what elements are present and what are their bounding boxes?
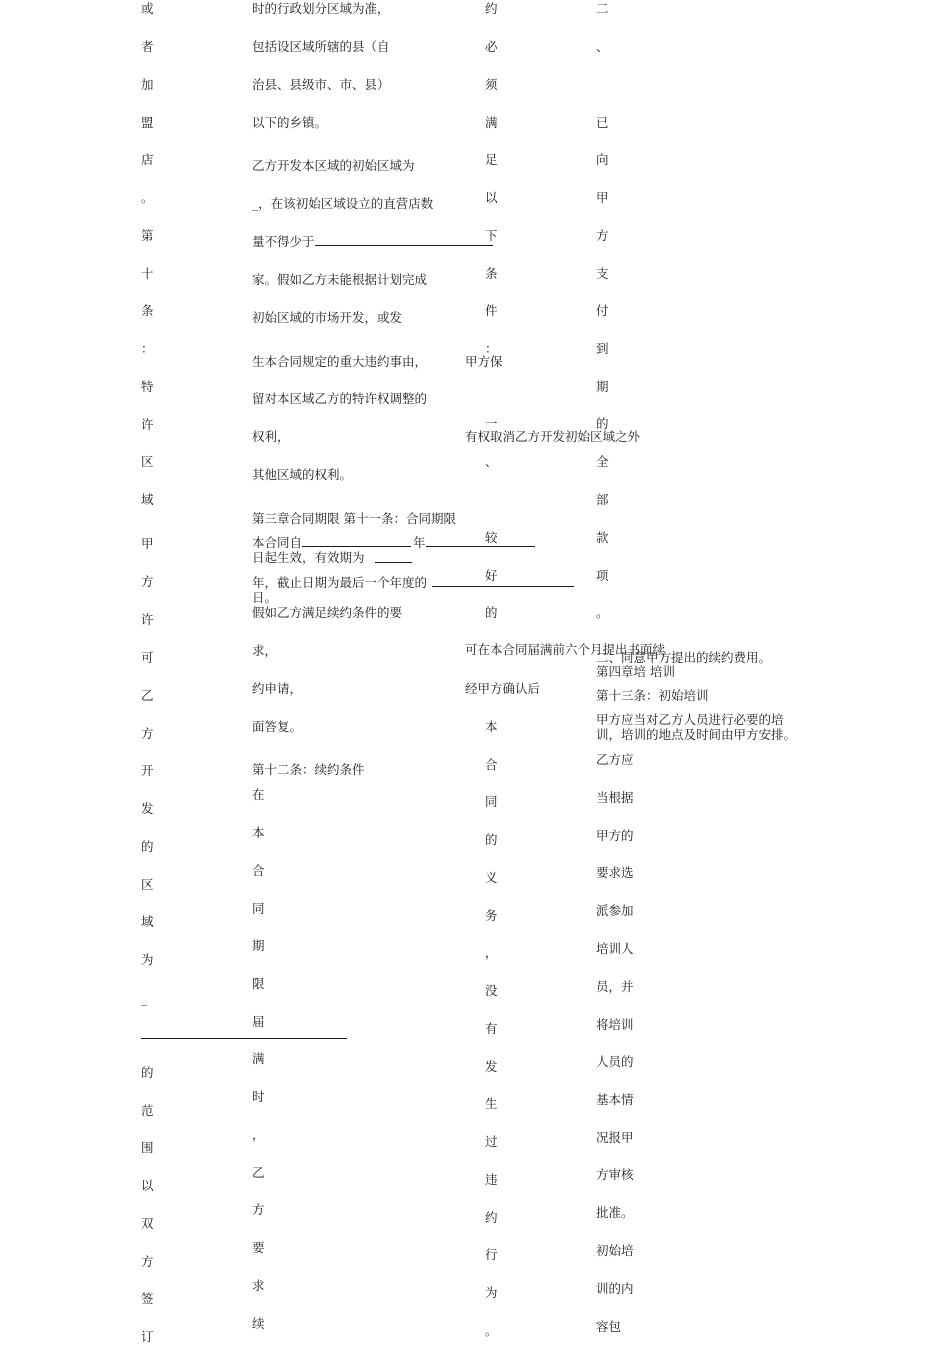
text-char: 甲 <box>596 190 609 205</box>
text-char: 一 <box>485 416 498 431</box>
text-char: 。 <box>485 1323 498 1338</box>
text-line: _，在该初始区域设立的直营店数 <box>252 196 434 211</box>
text-char: 生 <box>485 1096 498 1111</box>
text-line: 甲方应当对乙方人员进行必要的培 <box>596 712 784 727</box>
text-char: 期 <box>596 379 609 394</box>
text-line: 生本合同规定的重大违约事由， <box>252 354 428 369</box>
text-char: 要 <box>252 1240 265 1255</box>
text-line: 训，培训的地点及时间由甲方安排。 <box>596 727 797 742</box>
text-line: 容包 <box>596 1319 622 1334</box>
text-char: 全 <box>596 454 609 469</box>
text-line: 包括设区域所辖的县（自 <box>252 39 390 54</box>
text-fragment: 经甲方确认后 <box>465 681 541 696</box>
text-char: 。 <box>141 190 154 205</box>
text-line: 以下的乡镇。 <box>252 115 328 130</box>
text-char: 续 <box>252 1316 265 1331</box>
text-line: 员，并 <box>596 979 634 994</box>
section-heading: 第十三条：初始培训 <box>596 688 709 703</box>
text-line: 日。 <box>252 590 278 605</box>
text-char: 签 <box>141 1291 154 1306</box>
text-char: 同 <box>252 901 265 916</box>
chapter-heading: 第三章合同期限 第十一条：合同期限 <box>252 511 456 526</box>
text-char: 满 <box>252 1051 265 1066</box>
text-char: 域 <box>141 914 154 929</box>
text-char: 在 <box>252 787 265 802</box>
text-char: 违 <box>485 1172 498 1187</box>
text-line: 面答复。 <box>252 719 303 734</box>
text-char: 的 <box>596 416 609 431</box>
text-char: 向 <box>596 152 609 167</box>
text-line: 留对本区域乙方的特许权调整的 <box>252 391 428 406</box>
text-line: 其他区域的权利。 <box>252 467 353 482</box>
text-char: 件 <box>485 303 498 318</box>
text-char: 特 <box>141 379 154 394</box>
text-line: 况报甲 <box>596 1130 634 1145</box>
text-char: 双 <box>141 1216 154 1231</box>
blank-underline <box>432 586 574 587</box>
blank-underline <box>426 546 535 547</box>
section-heading: 第十二条：续约条件 <box>252 762 365 777</box>
text-char: 以 <box>141 1178 154 1193</box>
text-char: 者 <box>141 39 154 54</box>
text-char: 时 <box>252 1089 265 1104</box>
text-char: _ <box>141 991 148 1006</box>
text-char: 或 <box>141 1 154 16</box>
text-char: 为 <box>485 1285 498 1300</box>
text-line: 约申请， <box>252 681 303 696</box>
text-char: 为 <box>141 952 154 967</box>
text-line: 要求选 <box>596 865 634 880</box>
text-line: 假如乙方满足续约条件的要 <box>252 605 403 620</box>
text-char: 期 <box>252 938 265 953</box>
text-char: 区 <box>141 877 154 892</box>
text-char: 没 <box>485 983 498 998</box>
blank-underline <box>302 546 411 547</box>
text-line: 乙方开发本区域的初始区域为 <box>252 158 415 173</box>
text-line: 方审核 <box>596 1167 634 1182</box>
text-char: 必 <box>485 39 498 54</box>
text-char: 求 <box>252 1278 265 1293</box>
text-char: 到 <box>596 341 609 356</box>
text-char: 以 <box>485 190 498 205</box>
text-line: 人员的 <box>596 1054 634 1069</box>
text-char: 须 <box>485 77 498 92</box>
text-char: 方 <box>141 726 154 741</box>
text-line: 年，截止日期为最后一个年度的 <box>252 575 428 590</box>
text-char: 已 <box>596 115 609 130</box>
text-char: ， <box>485 945 498 960</box>
text-char: 方 <box>596 228 609 243</box>
text-char: 订 <box>141 1329 154 1344</box>
text-fragment: 甲方保 <box>465 354 503 369</box>
text-line: 基本情 <box>596 1092 634 1107</box>
text-line: 培训人 <box>596 941 634 956</box>
text-line: 初始培 <box>596 1243 634 1258</box>
text-char: 足 <box>485 152 498 167</box>
text-char: 范 <box>141 1103 154 1118</box>
text-char: 乙 <box>141 688 154 703</box>
text-char: 发 <box>485 1059 498 1074</box>
text-char: 约 <box>485 1210 498 1225</box>
text-char: 约 <box>485 1 498 16</box>
text-char: 的 <box>485 832 498 847</box>
text-char: 行 <box>485 1247 498 1262</box>
text-char: 可 <box>141 650 154 665</box>
text-line: 量不得少于 <box>252 234 315 249</box>
text-line: 甲方的 <box>596 828 634 843</box>
text-char: 方 <box>141 574 154 589</box>
text-char: 部 <box>596 492 609 507</box>
text-char: 。 <box>596 605 609 620</box>
chapter-heading: 第四章培 培训 <box>596 664 675 679</box>
text-char: 围 <box>141 1140 154 1155</box>
text-line: 时的行政划分区域为准， <box>252 1 390 16</box>
text-char: 满 <box>485 115 498 130</box>
text-line: 初始区域的市场开发，或发 <box>252 310 403 325</box>
blank-underline <box>315 245 493 246</box>
text-char: 许 <box>141 612 154 627</box>
text-char: 本 <box>252 825 265 840</box>
text-line: 乙方应 <box>596 752 634 767</box>
text-char: 加 <box>141 77 154 92</box>
text-char: 方 <box>252 1202 265 1217</box>
text-char: 店 <box>141 152 154 167</box>
text-char: 条 <box>485 266 498 281</box>
text-char: 合 <box>252 863 265 878</box>
text-char: 的 <box>485 605 498 620</box>
text-line: 日起生效，有效期为 <box>252 550 365 565</box>
text-char: 好 <box>485 568 498 583</box>
text-char: 二 <box>596 1 609 16</box>
text-char: 的 <box>141 839 154 854</box>
text-char: 义 <box>485 870 498 885</box>
text-char: 条 <box>141 303 154 318</box>
text-line: 派参加 <box>596 903 634 918</box>
text-line: 当根据 <box>596 790 634 805</box>
text-char: 的 <box>141 1065 154 1080</box>
text-char: 有 <box>485 1021 498 1036</box>
text-char: 届 <box>252 1014 265 1029</box>
text-char: 域 <box>141 492 154 507</box>
text-line: 年 <box>413 535 426 550</box>
text-fragment: 可在本合同届满前六个月提出书面续 <box>465 642 666 657</box>
text-char: 发 <box>141 801 154 816</box>
text-char: 盟 <box>141 115 154 130</box>
text-char: 付 <box>596 303 609 318</box>
text-char: 款 <box>596 530 609 545</box>
text-char: 开 <box>141 763 154 778</box>
text-char: 区 <box>141 454 154 469</box>
blank-underline <box>141 1038 347 1039</box>
text-char: 过 <box>485 1134 498 1149</box>
blank-underline <box>375 562 412 563</box>
text-char: 支 <box>596 266 609 281</box>
text-line: 求， <box>252 643 278 658</box>
text-line: 本合同自 <box>252 535 303 550</box>
text-char: 乙 <box>252 1165 265 1180</box>
text-line: 二、同意甲方提出的续约费用。 <box>596 650 772 665</box>
text-char: 合 <box>485 757 498 772</box>
text-char: 本 <box>485 719 498 734</box>
text-fragment: 有权取消乙方开发初始区域之外 <box>465 429 641 444</box>
text-char: 较 <box>485 530 498 545</box>
text-line: 训的内 <box>596 1281 634 1296</box>
text-char: 十 <box>141 266 154 281</box>
text-line: 家。假如乙方未能根据计划完成 <box>252 272 428 287</box>
text-char: ： <box>141 341 154 356</box>
text-char: 限 <box>252 976 265 991</box>
text-char: 、 <box>596 39 609 54</box>
text-char: ： <box>485 341 498 356</box>
text-char: 务 <box>485 908 498 923</box>
text-line: 治县、县级市、市、县） <box>252 77 390 92</box>
text-line: 权利， <box>252 429 290 444</box>
text-char: 同 <box>485 794 498 809</box>
text-line: 将培训 <box>596 1017 634 1032</box>
text-char: 甲 <box>141 536 154 551</box>
text-char: 项 <box>596 568 609 583</box>
text-char: 第 <box>141 228 154 243</box>
text-char: 方 <box>141 1254 154 1269</box>
text-line: 批准。 <box>596 1205 634 1220</box>
text-char: 下 <box>485 228 498 243</box>
text-char: 、 <box>485 454 498 469</box>
text-char: ， <box>252 1127 265 1142</box>
text-char: 许 <box>141 417 154 432</box>
